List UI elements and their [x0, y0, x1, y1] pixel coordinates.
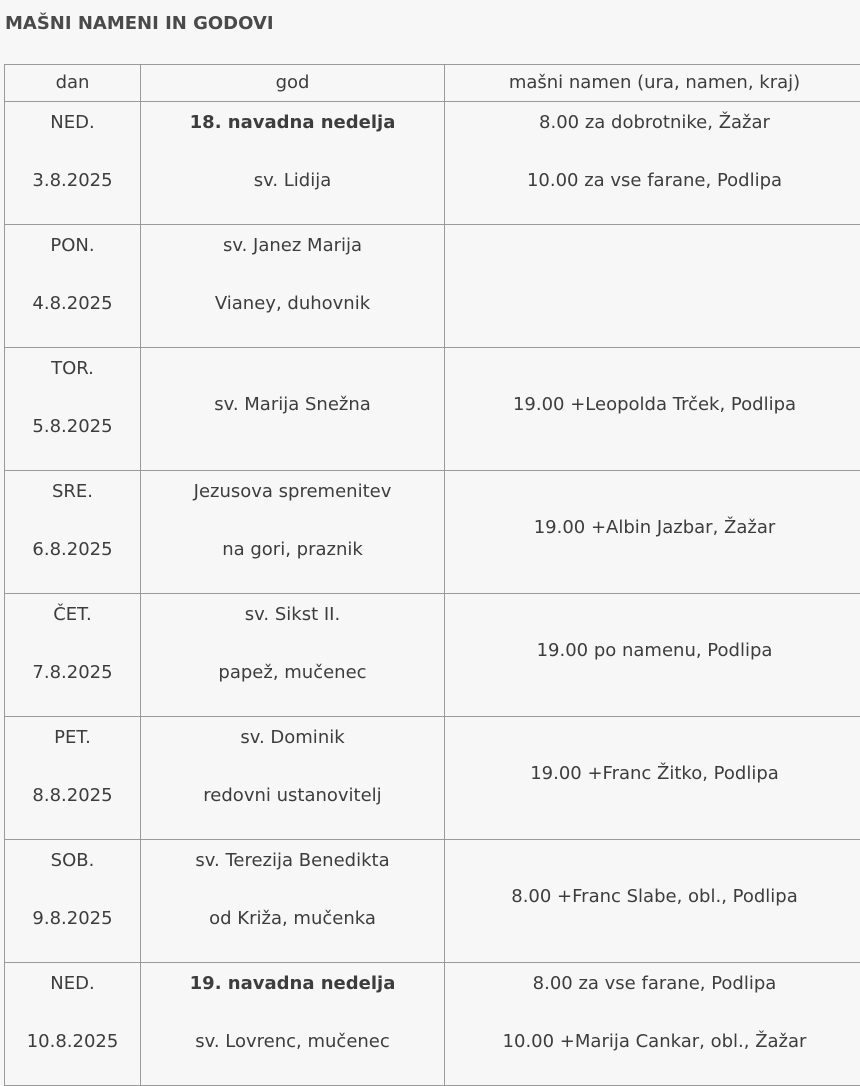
date-label: 10.8.2025: [5, 1027, 140, 1085]
weekday-label: SRE.: [5, 477, 140, 535]
feast-line-1: sv. Janez Marija: [141, 231, 444, 289]
feast-line-2: sv. Lidija: [141, 166, 444, 224]
column-header-feast: god: [141, 65, 445, 102]
feast-cell: [141, 717, 445, 840]
weekday-label: SOB.: [5, 846, 140, 904]
mass-cell: [445, 102, 860, 225]
mass-line-1: 19.00 +Leopolda Trček, Podlipa: [513, 394, 796, 415]
table-row: [5, 594, 860, 717]
feast-line-2: papež, mučenec: [141, 658, 444, 716]
weekday-label: NED.: [5, 108, 140, 166]
feast-line-1: 19. navadna nedelja: [141, 969, 444, 1027]
feast-cell: [141, 348, 445, 471]
day-cell: [5, 717, 141, 840]
mass-line-2: 10.00 za vse farane, Podlipa: [445, 166, 860, 224]
mass-cell: [445, 963, 860, 1086]
feast-line-2: Vianey, duhovnik: [141, 289, 444, 347]
weekday-label: NED.: [5, 969, 140, 1027]
mass-cell: [445, 594, 860, 717]
mass-line-2: 10.00 +Marija Cankar, obl., Žažar: [445, 1027, 860, 1085]
table-row: [5, 102, 860, 225]
column-header-mass: mašni namen (ura, namen, kraj): [445, 65, 860, 102]
mass-cell: [445, 348, 860, 471]
table-row: [5, 963, 860, 1086]
day-cell: [5, 471, 141, 594]
feast-line-2: na gori, praznik: [141, 535, 444, 593]
date-label: 8.8.2025: [5, 781, 140, 839]
mass-line-1: 19.00 +Albin Jazbar, Žažar: [534, 517, 776, 538]
feast-line-2: od Križa, mučenka: [141, 904, 444, 962]
date-label: 7.8.2025: [5, 658, 140, 716]
table-row: [5, 840, 860, 963]
feast-cell: [141, 963, 445, 1086]
feast-line-1: sv. Sikst II.: [141, 600, 444, 658]
feast-line-1: Jezusova spremenitev: [141, 477, 444, 535]
feast-line-2: redovni ustanovitelj: [141, 781, 444, 839]
table-row: [5, 225, 860, 348]
feast-line-2: sv. Lovrenc, mučenec: [141, 1027, 444, 1085]
mass-cell: [445, 471, 860, 594]
date-label: 9.8.2025: [5, 904, 140, 962]
day-cell: [5, 840, 141, 963]
schedule-table: [4, 64, 860, 1086]
mass-line-1: 19.00 po namenu, Podlipa: [537, 640, 773, 661]
table-row: [5, 348, 860, 471]
table-header-row: [5, 65, 860, 102]
day-cell: [5, 225, 141, 348]
day-cell: [5, 102, 141, 225]
feast-line-1: sv. Terezija Benedikta: [141, 846, 444, 904]
day-cell: [5, 348, 141, 471]
mass-cell: [445, 225, 860, 348]
feast-line-1: sv. Dominik: [141, 723, 444, 781]
table-row: [5, 471, 860, 594]
mass-line-1: 19.00 +Franc Žitko, Podlipa: [530, 763, 779, 784]
weekday-label: TOR.: [5, 354, 140, 412]
day-cell: [5, 963, 141, 1086]
mass-line-1: 8.00 +Franc Slabe, obl., Podlipa: [511, 886, 798, 907]
feast-cell: [141, 471, 445, 594]
feast-cell: [141, 102, 445, 225]
day-cell: [5, 594, 141, 717]
feast-cell: [141, 840, 445, 963]
feast-line-1: sv. Marija Snežna: [214, 394, 371, 415]
column-header-day: dan: [5, 65, 141, 102]
weekday-label: ČET.: [5, 600, 140, 658]
feast-cell: [141, 594, 445, 717]
date-label: 4.8.2025: [5, 289, 140, 347]
weekday-label: PON.: [5, 231, 140, 289]
feast-line-1: 18. navadna nedelja: [141, 108, 444, 166]
date-label: 3.8.2025: [5, 166, 140, 224]
mass-line-1: 8.00 za dobrotnike, Žažar: [445, 108, 860, 166]
mass-cell: [445, 717, 860, 840]
date-label: 6.8.2025: [5, 535, 140, 593]
mass-line-1: 8.00 za vse farane, Podlipa: [445, 969, 860, 1027]
mass-cell: [445, 840, 860, 963]
feast-cell: [141, 225, 445, 348]
page-title: MAŠNI NAMENI IN GODOVI: [5, 13, 274, 34]
date-label: 5.8.2025: [5, 412, 140, 470]
table-row: [5, 717, 860, 840]
weekday-label: PET.: [5, 723, 140, 781]
